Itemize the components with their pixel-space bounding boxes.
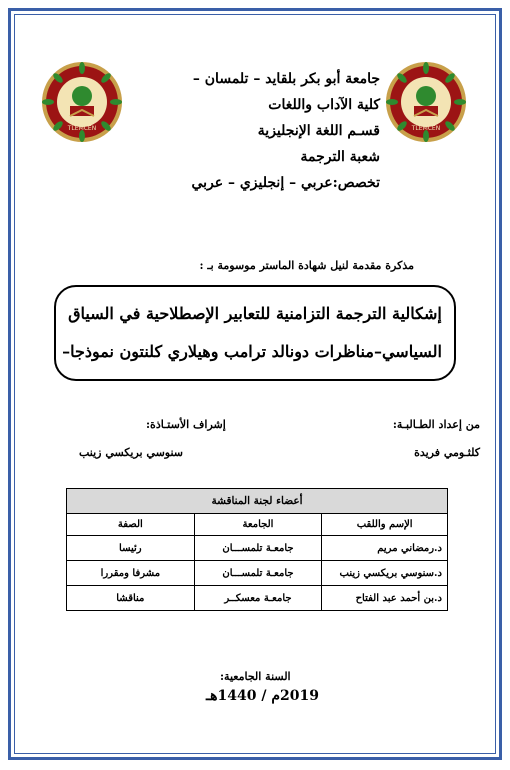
committee-table [66,488,448,611]
member-university: جامعـة تلمســـان [194,536,322,561]
svg-text:TLEMCEN: TLEMCEN [411,125,441,132]
department-name: قسـم اللغة الإنجليزية [257,123,380,139]
table-row [67,536,448,561]
supervisor-label: إشراف الأستـاذة: [146,418,226,431]
column-header-role: الصفة [67,514,195,536]
university-logo-right [384,60,468,144]
thesis-title-line-2: السياسي–مناظرات دونالد ترامب وهيلاري كلنتون نموذجا– [62,342,442,361]
university-name: جامعة أبو بكر بلقايد – تلمسان – [192,71,380,87]
university-seal-icon [40,60,124,144]
member-name: د.بن أحمد عبد الفتاح [322,586,448,611]
academic-year-label: السنة الجامعية: [220,670,291,683]
member-role: مناقشا [67,586,195,611]
student-name: كلثـومي فريدة [414,446,480,459]
thesis-title-line-1: إشكالية الترجمة التزامنية للتعابير الإصطلاحية في السياق [68,304,442,323]
faculty-name: كلية الآداب واللغات [268,97,380,113]
university-header [130,66,380,196]
member-role: مشرفا ومقررا [67,561,195,586]
speciality-name: تخصص:عربي – إنجليزي – عربي [191,175,380,191]
member-name: د.رمضاني مريم [322,536,448,561]
table-row [67,586,448,611]
member-university: جامعـة تلمســـان [194,561,322,586]
member-role: رئيسا [67,536,195,561]
memo-statement: مذكرة مقدمة لنيل شهادة الماستر موسومة بـ : [199,259,414,272]
prepared-by-label: من إعداد الطـالبـة: [392,418,480,431]
branch-name: شعبة الترجمة [300,149,380,165]
academic-year-value: 2019م / 1440هـ [206,688,319,704]
table-row [67,561,448,586]
thesis-title-box [54,285,456,381]
svg-text:TLEMCEN: TLEMCEN [67,125,97,132]
member-name: د.سنوسي بريكسي زينب [322,561,448,586]
committee-title: أعضاء لجنة المناقشة [67,489,448,514]
column-header-university: الجامعة [194,514,322,536]
member-university: جامعـة معسكــر [194,586,322,611]
university-logo-left [40,60,124,144]
supervisor-name: سنوسي بريكسي زينب [79,446,184,459]
column-header-name: الإسم واللقب [322,514,448,536]
university-seal-icon [384,60,468,144]
